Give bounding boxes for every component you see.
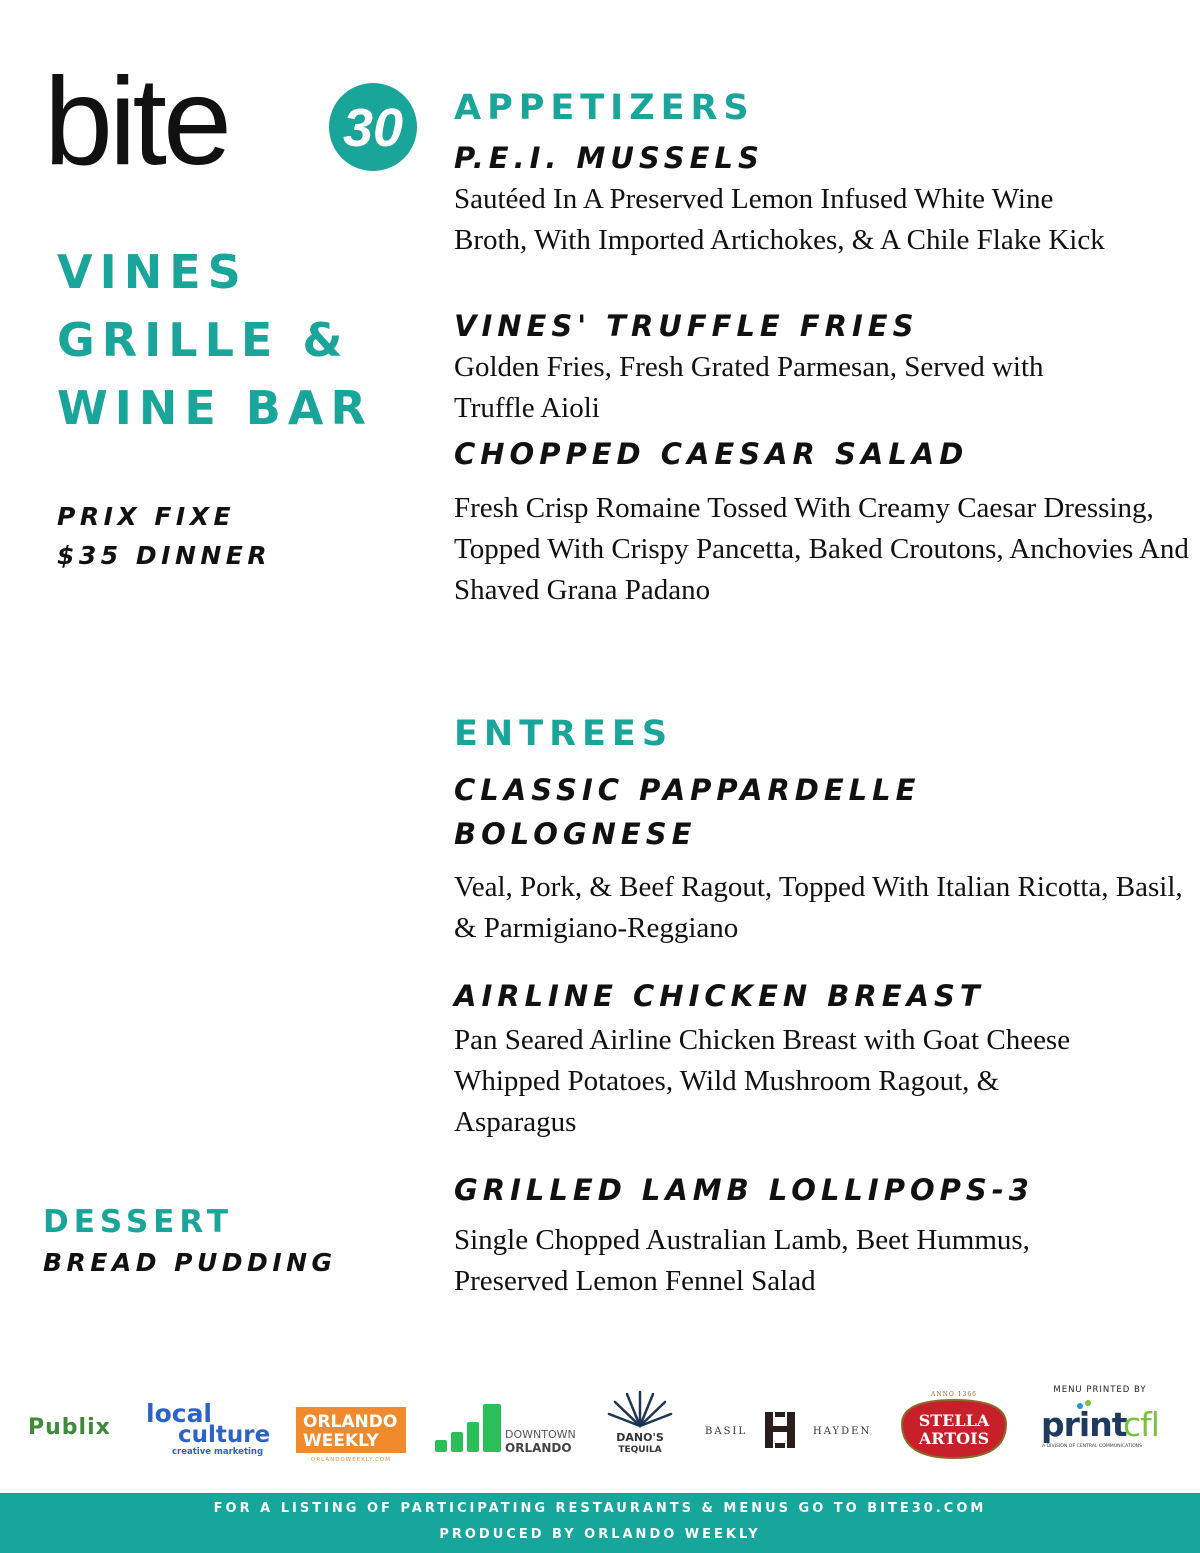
bar-icon bbox=[435, 1440, 447, 1452]
orlando-weekly-logo bbox=[295, 1406, 409, 1462]
stella-word-2: ARTOIS bbox=[918, 1429, 990, 1448]
bar-icon bbox=[451, 1432, 463, 1452]
footer-listing-text: FOR A LISTING OF PARTICIPATING RESTAURANTS & MENUS GO TO BITE30.COM bbox=[213, 1501, 987, 1516]
printcfl-word-1: print bbox=[1041, 1405, 1127, 1444]
dessert-section bbox=[43, 1201, 337, 1283]
downtown-orlando-logo bbox=[433, 1402, 581, 1454]
stella-artois-logo bbox=[898, 1384, 1010, 1464]
bar-icon bbox=[467, 1422, 479, 1452]
downtown-word-1: DOWNTOWN bbox=[505, 1428, 576, 1441]
dish-description: Fresh Crisp Romaine Tossed With Creamy Caesar Dressing, Topped With Crispy Pancetta, Baked Croutons, Anchovies And Shaved Grana Padano bbox=[454, 492, 1189, 606]
prix-fixe-label: PRIX FIXE bbox=[57, 502, 236, 531]
dish-description: Veal, Pork, & Beef Ragout, Topped With Italian Ricotta, Basil, & Parmigiano-Reggiano bbox=[454, 871, 1183, 944]
dish-description: Pan Seared Airline Chicken Breast with Goat Cheese Whipped Potatoes, Wild Mushroom Ragout, & Asparagus bbox=[454, 1024, 1071, 1138]
restaurant-name bbox=[57, 238, 417, 442]
danos-tequila-logo bbox=[605, 1388, 675, 1456]
printcfl-caption: MENU PRINTED BY bbox=[1053, 1385, 1147, 1395]
dish-name: VINES' TRUFFLE FRIES bbox=[454, 309, 919, 343]
restaurant-name-line: GRILLE & bbox=[57, 313, 350, 367]
dish-name: CHOPPED CAESAR SALAD bbox=[454, 437, 969, 471]
local-culture-word-2: culture bbox=[178, 1422, 270, 1448]
orlando-weekly-word-1: ORLANDO bbox=[303, 1412, 398, 1432]
basil-hayden-word-2: HAYDEN bbox=[813, 1426, 872, 1437]
footer-producer-text: PRODUCED BY ORLANDO WEEKLY bbox=[439, 1527, 761, 1542]
logo-number: 30 bbox=[342, 98, 404, 158]
prix-fixe bbox=[57, 497, 271, 575]
restaurant-name-line: WINE BAR bbox=[57, 381, 373, 435]
publix-logo bbox=[26, 1410, 126, 1444]
stella-anno: ANNO 1366 bbox=[931, 1391, 977, 1398]
local-culture-logo bbox=[144, 1396, 270, 1458]
bh-monogram-icon bbox=[765, 1412, 795, 1448]
local-culture-tagline: creative marketing bbox=[172, 1447, 264, 1457]
dish-name: CLASSIC PAPPARDELLE bbox=[454, 773, 921, 807]
publix-wordmark: Publix bbox=[28, 1415, 111, 1440]
dish-name: BOLOGNESE bbox=[454, 817, 697, 851]
stella-word-1: STELLA bbox=[918, 1411, 990, 1430]
dessert-heading: DESSERT bbox=[43, 1204, 233, 1240]
dish-name: AIRLINE CHICKEN BREAST bbox=[454, 979, 985, 1013]
basil-hayden-logo bbox=[705, 1408, 877, 1452]
appetizers-heading: APPETIZERS bbox=[454, 88, 755, 128]
restaurant-name-line: VINES bbox=[57, 245, 248, 299]
prix-fixe-price: $35 DINNER bbox=[57, 541, 272, 570]
local-culture-word-1: local bbox=[146, 1399, 213, 1428]
printcfl-tagline: A DIVISION OF CENTRAL COMMUNICATIONS bbox=[1042, 1444, 1143, 1449]
logo-word: bite bbox=[44, 70, 228, 180]
sponsor-logos bbox=[0, 1380, 1200, 1480]
bite30-logo-graphic bbox=[44, 70, 424, 180]
danos-word-2: TEQUILA bbox=[618, 1445, 662, 1455]
bite30-logo bbox=[44, 70, 424, 180]
dish-name: P.E.I. MUSSELS bbox=[454, 141, 764, 175]
dish-description: Golden Fries, Fresh Grated Parmesan, Served with Truffle Aioli bbox=[454, 351, 1044, 424]
dish-description: Sautéed In A Preserved Lemon Infused White Wine Broth, With Imported Artichokes, & A Chile Flake Kick bbox=[454, 183, 1105, 256]
bar-icon bbox=[483, 1404, 501, 1452]
dish-name: GRILLED LAMB LOLLIPOPS-3 bbox=[454, 1173, 1034, 1207]
orlando-weekly-word-2: WEEKLY bbox=[303, 1431, 379, 1451]
basil-hayden-word-1: BASIL bbox=[705, 1426, 748, 1437]
dish-description: Single Chopped Australian Lamb, Beet Hummus, Preserved Lemon Fennel Salad bbox=[454, 1224, 1030, 1297]
agave-icon bbox=[609, 1392, 671, 1426]
danos-word-1: DANO'S bbox=[616, 1431, 664, 1444]
printcfl-word-2: cfl bbox=[1123, 1405, 1159, 1444]
entrees-heading: ENTREES bbox=[454, 714, 674, 754]
printcfl-logo bbox=[1038, 1380, 1178, 1464]
downtown-word-2: ORLANDO bbox=[505, 1441, 572, 1454]
orlando-weekly-url: ORLANDOWEEKLY.COM bbox=[310, 1457, 392, 1462]
dessert-item: BREAD PUDDING bbox=[43, 1248, 337, 1277]
footer-banner bbox=[0, 1493, 1200, 1553]
